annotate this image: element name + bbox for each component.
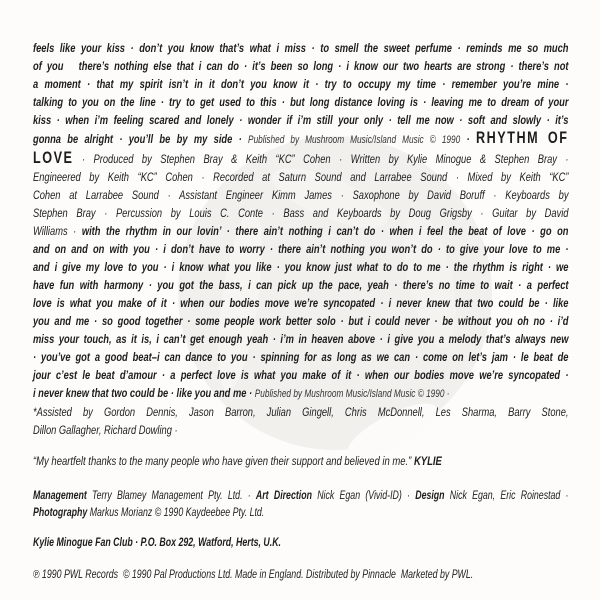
lyric-text: gonna be alright · you’ll be by my side · xyxy=(33,132,249,146)
text-line xyxy=(33,330,569,348)
lyric-text: talking to you on the line · try to get used to this · but long distance loving is · leaving me to dream of your xyxy=(33,95,569,109)
credit-text: · Produced by Stephen Bray & Keith “KC” Cohen · Written by Kylie Minogue & Stephen Bray · xyxy=(73,152,569,166)
small-text: Nick Egan (Vivid-ID) · xyxy=(311,490,416,502)
creditsmall-text: Published by Mushroom Music/Island Music © 1990 xyxy=(248,134,461,146)
lyrics-and-credits-text xyxy=(33,39,569,439)
title-text: RHYTHM OF xyxy=(475,129,569,147)
text-line xyxy=(33,535,569,552)
text-line xyxy=(33,452,569,470)
text-line xyxy=(33,57,569,75)
text-line xyxy=(33,421,569,439)
small-text: Markus Morianz © 1990 Kaydeebee Pty. Ltd. xyxy=(87,507,265,519)
quote-text: “My heartfelt thanks to the many people who have given their support and believed in me.” xyxy=(33,454,414,468)
credit-text: Stephen Bray · Percussion by Louis C. Conte · Bass and Keyboards by Doug Grigsby · Guitar by David xyxy=(33,206,569,220)
text-line xyxy=(33,186,569,204)
text-line xyxy=(33,488,569,505)
title-text: LOVE xyxy=(33,149,74,167)
lyric-text: feels like your kiss · don’t you know that’s what i miss · to smell the sweet perfume · reminds me so much xyxy=(33,41,569,55)
text-line xyxy=(33,403,569,421)
lyric-text: and i give my love to you · i know what you like · you know just what to do to me · the rhythm is right · we xyxy=(33,260,569,274)
text-line xyxy=(33,384,569,403)
bsmall-text: Management xyxy=(33,490,87,502)
text-line xyxy=(33,240,569,258)
lyric-text: you and me · so good together · some people work better solo · but i could never · be without you oh no · i’d xyxy=(33,314,569,328)
text-line xyxy=(33,93,569,111)
credit-text: Dillon Gallagher, Richard Dowling · xyxy=(33,423,178,437)
credit-text: Williams · xyxy=(33,224,82,238)
lyric-text: have fun with harmony · you got the bass, i can pick up the pace, yeah · there’s no time to wait · a perfect xyxy=(33,278,569,292)
lyric-text: miss your touch, as it is, i can’t get enough yeah · i’m in heaven above · i give you a melody that’s always new xyxy=(33,332,569,346)
lyric-text: and on and on with you · i don’t have to worry · there ain’t nothing you won’t do · to give your love to me · xyxy=(33,242,569,256)
lyric-text: · xyxy=(460,132,476,146)
small-text: Terry Blamey Management Pty. Ltd. · xyxy=(86,490,256,502)
text-line xyxy=(33,39,569,57)
bsmall-text: Kylie Minogue Fan Club · P.O. Box 292, Watford, Herts, U.K. xyxy=(33,537,282,549)
small-text: ℗ 1990 PWL Records © 1990 Pal Productions Ltd. Made in England. Distributed by Pinnacle Marketed by PWL. xyxy=(33,569,474,581)
fan-club-address xyxy=(33,535,569,552)
creditsmall-text: Published by Mushroom Music/Island Music © 1990 · xyxy=(254,388,450,400)
text-line xyxy=(33,567,569,584)
text-line xyxy=(33,149,569,168)
lyric-text: i never knew that two could be · like you and me · xyxy=(33,386,255,400)
text-line xyxy=(33,348,569,366)
text-line xyxy=(33,312,569,330)
lyric-text: love is what you make of it · when our bodies move we’re syncopated · i never knew that two could be · like xyxy=(33,296,569,310)
thanks-quote xyxy=(33,452,569,470)
credit-text: Cohen at Larrabee Sound · Assistant Engineer Kimm James · Saxophone by David Boruff · Keyboards by xyxy=(33,188,569,202)
text-line xyxy=(33,111,569,129)
bsmall-text: Design xyxy=(415,490,445,502)
text-line xyxy=(33,258,569,276)
lyric-text: a moment · that my spirit isn’t in it don’t you know it · try to occupy my time · remember you’re mine · xyxy=(33,77,569,91)
kylie-text: KYLIE xyxy=(413,454,442,468)
credit-text: *Assisted by Gordon Dennis, Jason Barron, Julian Gingell, Chris McDonnell, Les Sharma, Barry Stone, xyxy=(33,405,569,419)
text-line xyxy=(33,204,569,222)
copyright-legal-line xyxy=(33,567,569,584)
production-credits xyxy=(33,488,569,522)
text-line xyxy=(33,75,569,93)
credit-text: Engineered by Keith “KC” Cohen · Recorded at Saturn Sound and Larrabee Sound · Mixed by Keith “KC” xyxy=(33,170,569,184)
text-line xyxy=(33,222,569,240)
small-text: Nick Egan, Eric Roinestad · xyxy=(444,490,569,502)
lyric-text: jour c’est le beat d’amour · a perfect love is what you make of it · when our bodies move we’re syncopated · xyxy=(33,368,569,382)
lyric-text: with the rhythm in our lovin’ · there ain’t nothing i can’t do · when i feel the beat of love · go on xyxy=(81,224,569,238)
text-line xyxy=(33,168,569,186)
lyric-text: of you there’s nothing else that i can do · it’s been so long · i know our two hearts are strong · there’s not xyxy=(33,59,569,73)
text-line xyxy=(33,276,569,294)
lyric-text: kiss · when i’m feeling scared and lonely · wonder if i’m still your only · tell me now · soft and slowly · it’s xyxy=(33,113,569,127)
text-line xyxy=(33,505,569,522)
text-line xyxy=(33,294,569,312)
lyric-text: · you’ve got a good beat–i can dance to you · spinning for as long as we can · come on let’s jam · le beat de xyxy=(33,350,569,364)
bsmall-text: Art Direction xyxy=(255,490,312,502)
bsmall-text: Photography xyxy=(33,507,88,519)
text-line xyxy=(33,129,569,149)
text-line xyxy=(33,366,569,384)
